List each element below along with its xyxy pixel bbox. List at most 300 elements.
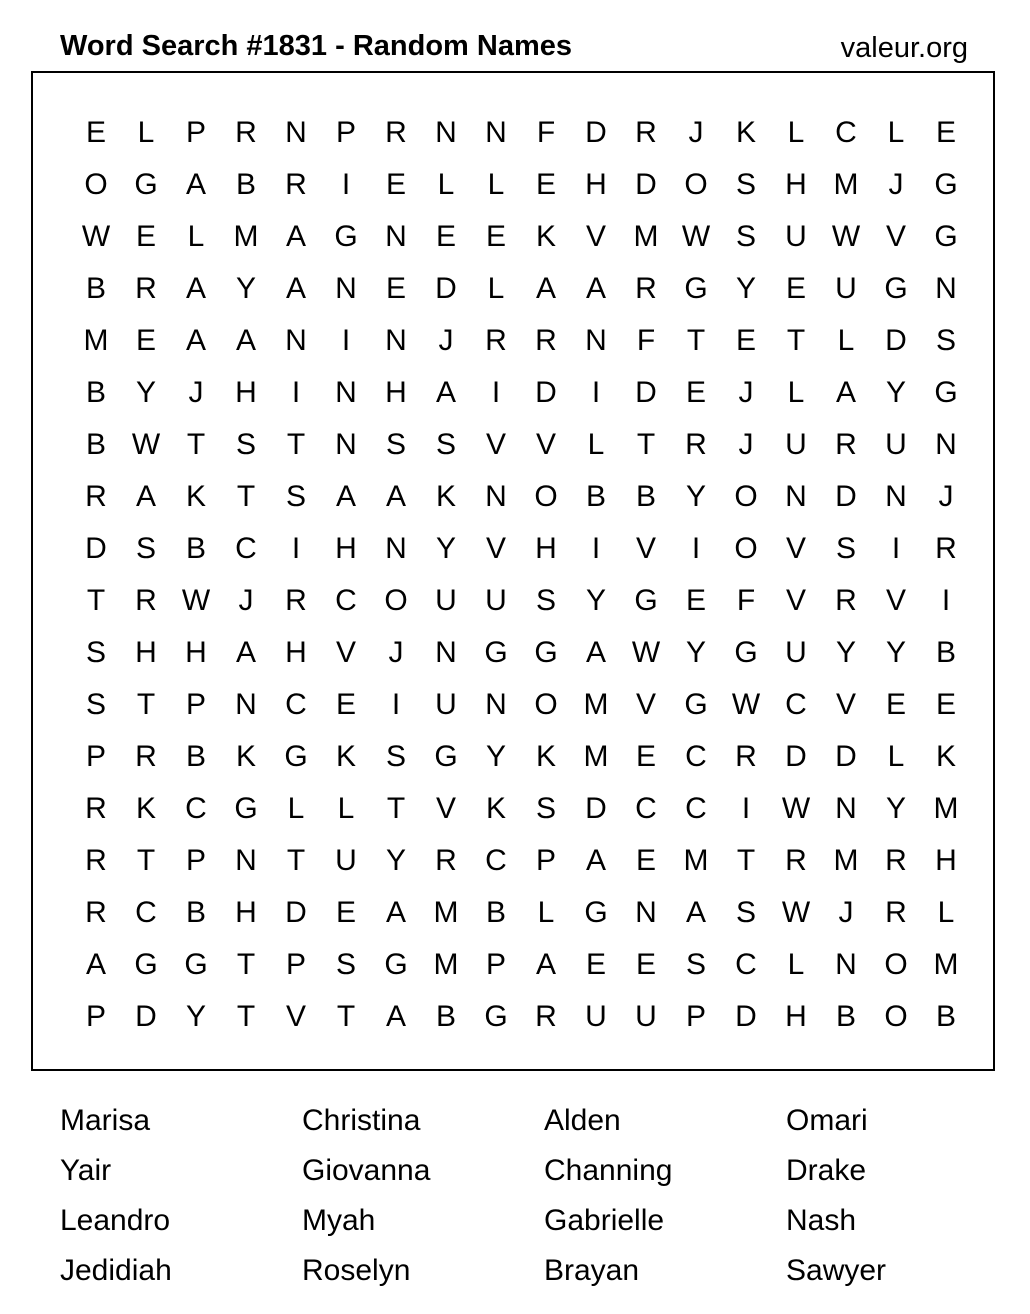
grid-letter: L <box>287 792 305 825</box>
grid-letter: Y <box>885 792 906 825</box>
grid-letter: G <box>934 168 958 201</box>
grid-letter: I <box>891 532 901 565</box>
grid-letter: V <box>335 636 356 669</box>
grid-letter: N <box>835 792 857 825</box>
grid-letter: J <box>838 896 854 929</box>
grid-letter: A <box>185 272 206 305</box>
grid-letter: L <box>187 220 205 253</box>
grid-letter: B <box>185 740 206 773</box>
letter-grid <box>71 107 971 1043</box>
grid-letter: E <box>635 740 656 773</box>
grid-letter: G <box>384 948 408 981</box>
grid-letter: E <box>635 948 656 981</box>
grid-letter: V <box>785 584 806 617</box>
grid-letter: H <box>935 844 957 877</box>
grid-letter: J <box>738 428 754 461</box>
grid-letter: S <box>935 324 956 357</box>
grid-letter: V <box>635 688 656 721</box>
grid-letter: P <box>185 116 206 149</box>
grid-letter: R <box>735 740 757 773</box>
grid-letter: Y <box>435 532 456 565</box>
word-list-item: Christina <box>302 1104 421 1137</box>
grid-letter: C <box>835 116 857 149</box>
grid-letter: J <box>388 636 404 669</box>
grid-letter: E <box>335 896 356 929</box>
grid-letter: A <box>185 168 206 201</box>
grid-letter: S <box>85 688 106 721</box>
grid-letter: C <box>335 584 357 617</box>
grid-letter: S <box>285 480 306 513</box>
grid-letter: Y <box>485 740 506 773</box>
grid-letter: Y <box>735 272 756 305</box>
grid-letter: A <box>535 948 556 981</box>
grid-letter: C <box>735 948 757 981</box>
grid-letter: G <box>434 740 458 773</box>
grid-letter: B <box>85 428 106 461</box>
grid-letter: N <box>485 480 507 513</box>
grid-letter: D <box>535 376 557 409</box>
grid-letter: B <box>185 532 206 565</box>
grid-letter: E <box>785 272 806 305</box>
grid-letter: U <box>435 584 457 617</box>
grid-letter: I <box>941 584 951 617</box>
grid-letter: L <box>937 896 955 929</box>
grid-letter: I <box>741 792 751 825</box>
grid-letter: G <box>734 636 758 669</box>
grid-letter: E <box>385 168 406 201</box>
grid-letter: I <box>691 532 701 565</box>
grid-letter: V <box>485 428 506 461</box>
grid-letter: G <box>934 376 958 409</box>
grid-letter: O <box>684 168 708 201</box>
grid-letter: V <box>285 1000 306 1033</box>
grid-letter: E <box>85 116 106 149</box>
grid-letter: R <box>135 272 157 305</box>
grid-letter: U <box>335 844 357 877</box>
grid-letter: N <box>835 948 857 981</box>
grid-letter: J <box>688 116 704 149</box>
grid-letter: E <box>385 272 406 305</box>
grid-letter: R <box>435 844 457 877</box>
grid-letter: V <box>585 220 606 253</box>
word-list-item: Jedidiah <box>60 1254 172 1287</box>
grid-letter: B <box>185 896 206 929</box>
grid-letter: U <box>785 220 807 253</box>
grid-letter: M <box>633 220 659 253</box>
grid-letter: U <box>585 1000 607 1033</box>
grid-letter: A <box>285 272 306 305</box>
word-list-item: Roselyn <box>302 1254 411 1287</box>
grid-letter: R <box>85 844 107 877</box>
site-name: valeur.org <box>840 32 968 64</box>
grid-letter: M <box>933 948 959 981</box>
grid-letter: Y <box>585 584 606 617</box>
grid-letter: T <box>736 844 756 877</box>
grid-letter: Y <box>885 636 906 669</box>
grid-letter: I <box>341 324 351 357</box>
grid-letter: M <box>583 688 609 721</box>
grid-letter: N <box>435 636 457 669</box>
grid-letter: O <box>534 480 558 513</box>
grid-letter: Y <box>685 636 706 669</box>
grid-letter: N <box>485 688 507 721</box>
grid-letter: T <box>136 844 156 877</box>
grid-letter: G <box>234 792 258 825</box>
grid-letter: A <box>685 896 706 929</box>
grid-letter: B <box>235 168 256 201</box>
grid-letter: V <box>535 428 556 461</box>
grid-letter: U <box>835 272 857 305</box>
grid-letter: M <box>433 896 459 929</box>
grid-letter: N <box>435 116 457 149</box>
grid-letter: A <box>235 324 256 357</box>
grid-letter: H <box>285 636 307 669</box>
grid-letter: T <box>236 480 256 513</box>
grid-letter: J <box>438 324 454 357</box>
grid-letter: O <box>884 1000 908 1033</box>
grid-letter: T <box>236 948 256 981</box>
grid-letter: C <box>285 688 307 721</box>
grid-letter: U <box>485 584 507 617</box>
grid-letter: K <box>535 220 556 253</box>
grid-letter: I <box>291 376 301 409</box>
grid-letter: B <box>635 480 656 513</box>
grid-letter: C <box>135 896 157 929</box>
grid-letter: V <box>485 532 506 565</box>
grid-letter: A <box>585 272 606 305</box>
grid-letter: L <box>837 324 855 357</box>
grid-letter: W <box>631 636 661 669</box>
grid-letter: U <box>635 1000 657 1033</box>
grid-letter: A <box>585 844 606 877</box>
grid-letter: W <box>731 688 761 721</box>
grid-letter: T <box>236 1000 256 1033</box>
grid-letter: R <box>285 168 307 201</box>
grid-letter: M <box>433 948 459 981</box>
grid-letter: H <box>385 376 407 409</box>
grid-letter: L <box>587 428 605 461</box>
grid-letter: P <box>335 116 356 149</box>
word-list-item: Sawyer <box>786 1254 887 1287</box>
grid-letter: S <box>735 220 756 253</box>
grid-letter: B <box>85 376 106 409</box>
grid-letter: E <box>585 948 606 981</box>
word-list-item: Drake <box>786 1154 867 1187</box>
grid-letter: H <box>235 896 257 929</box>
grid-letter: D <box>585 792 607 825</box>
grid-letter: D <box>635 168 657 201</box>
grid-letter: V <box>435 792 456 825</box>
grid-letter: R <box>835 428 857 461</box>
grid-letter: A <box>435 376 456 409</box>
grid-letter: A <box>85 948 106 981</box>
grid-letter: E <box>735 324 756 357</box>
grid-letter: P <box>685 1000 706 1033</box>
grid-letter: I <box>491 376 501 409</box>
grid-letter: D <box>435 272 457 305</box>
grid-letter: V <box>885 584 906 617</box>
grid-letter: D <box>785 740 807 773</box>
grid-letter: D <box>835 480 857 513</box>
grid-letter: O <box>734 532 758 565</box>
grid-letter: E <box>635 844 656 877</box>
grid-letter: I <box>591 532 601 565</box>
grid-letter: R <box>85 896 107 929</box>
grid-letter: W <box>181 584 211 617</box>
grid-letter: B <box>935 1000 956 1033</box>
grid-letter: S <box>735 168 756 201</box>
grid-letter: R <box>935 532 957 565</box>
grid-letter: R <box>785 844 807 877</box>
grid-letter: W <box>781 896 811 929</box>
grid-letter: B <box>585 480 606 513</box>
grid-letter: R <box>385 116 407 149</box>
grid-letter: K <box>235 740 256 773</box>
grid-letter: L <box>487 272 505 305</box>
grid-letter: G <box>134 168 158 201</box>
grid-letter: W <box>681 220 711 253</box>
grid-letter: N <box>335 272 357 305</box>
grid-letter: K <box>935 740 956 773</box>
grid-letter: R <box>885 844 907 877</box>
page-title: Word Search #1831 - Random Names <box>60 30 572 62</box>
grid-letter: N <box>235 844 257 877</box>
grid-letter: H <box>235 376 257 409</box>
grid-letter: N <box>385 220 407 253</box>
grid-letter: Y <box>135 376 156 409</box>
grid-letter: E <box>485 220 506 253</box>
grid-letter: S <box>135 532 156 565</box>
grid-letter: O <box>734 480 758 513</box>
grid-letter: W <box>131 428 161 461</box>
grid-letter: R <box>285 584 307 617</box>
grid-letter: K <box>335 740 356 773</box>
grid-letter: N <box>235 688 257 721</box>
grid-letter: E <box>135 220 156 253</box>
grid-letter: N <box>385 324 407 357</box>
grid-letter: E <box>685 584 706 617</box>
grid-letter: U <box>785 428 807 461</box>
grid-letter: E <box>135 324 156 357</box>
grid-letter: G <box>684 272 708 305</box>
grid-letter: B <box>85 272 106 305</box>
grid-letter: G <box>534 636 558 669</box>
grid-letter: K <box>185 480 206 513</box>
grid-letter: N <box>335 428 357 461</box>
grid-letter: M <box>583 740 609 773</box>
grid-letter: T <box>186 428 206 461</box>
grid-letter: A <box>585 636 606 669</box>
grid-letter: S <box>835 532 856 565</box>
grid-letter: D <box>835 740 857 773</box>
grid-letter: J <box>888 168 904 201</box>
grid-letter: T <box>86 584 106 617</box>
grid-letter: T <box>286 428 306 461</box>
grid-letter: H <box>785 1000 807 1033</box>
word-list-item: Gabrielle <box>544 1204 665 1237</box>
grid-letter: P <box>185 688 206 721</box>
grid-letter: I <box>341 168 351 201</box>
grid-letter: L <box>887 116 905 149</box>
grid-letter: G <box>884 272 908 305</box>
grid-letter: N <box>485 116 507 149</box>
grid-letter: A <box>335 480 356 513</box>
word-list-item: Leandro <box>60 1204 171 1237</box>
grid-letter: I <box>591 376 601 409</box>
grid-letter: N <box>885 480 907 513</box>
grid-letter: Y <box>235 272 256 305</box>
grid-letter: G <box>684 688 708 721</box>
grid-letter: Y <box>685 480 706 513</box>
grid-letter: A <box>835 376 856 409</box>
grid-letter: E <box>335 688 356 721</box>
grid-letter: A <box>135 480 156 513</box>
grid-letter: F <box>636 324 656 357</box>
grid-letter: E <box>435 220 456 253</box>
grid-letter: N <box>935 272 957 305</box>
grid-letter: R <box>235 116 257 149</box>
grid-letter: P <box>85 740 106 773</box>
grid-letter: K <box>485 792 506 825</box>
grid-letter: E <box>935 116 956 149</box>
grid-letter: I <box>391 688 401 721</box>
grid-letter: E <box>935 688 956 721</box>
grid-letter: B <box>935 636 956 669</box>
word-list-item: Nash <box>786 1204 857 1237</box>
grid-letter: S <box>85 636 106 669</box>
grid-letter: H <box>135 636 157 669</box>
grid-letter: S <box>435 428 456 461</box>
grid-letter: G <box>484 1000 508 1033</box>
grid-letter: D <box>85 532 107 565</box>
grid-letter: A <box>385 896 406 929</box>
grid-letter: U <box>885 428 907 461</box>
grid-letter: A <box>535 272 556 305</box>
grid-letter: G <box>584 896 608 929</box>
grid-letter: E <box>685 376 706 409</box>
grid-letter: M <box>83 324 109 357</box>
grid-letter: P <box>85 1000 106 1033</box>
puzzle-box <box>31 71 995 1071</box>
grid-letter: O <box>884 948 908 981</box>
grid-letter: S <box>335 948 356 981</box>
grid-letter: J <box>188 376 204 409</box>
grid-letter: M <box>833 168 859 201</box>
grid-letter: S <box>735 896 756 929</box>
grid-letter: J <box>938 480 954 513</box>
grid-letter: F <box>736 584 756 617</box>
grid-letter: E <box>535 168 556 201</box>
grid-letter: B <box>835 1000 856 1033</box>
grid-letter: B <box>435 1000 456 1033</box>
grid-letter: D <box>285 896 307 929</box>
grid-letter: R <box>135 584 157 617</box>
grid-letter: S <box>235 428 256 461</box>
grid-letter: D <box>885 324 907 357</box>
grid-letter: L <box>787 948 805 981</box>
grid-letter: S <box>385 740 406 773</box>
grid-letter: S <box>685 948 706 981</box>
grid-letter: G <box>484 636 508 669</box>
grid-letter: L <box>437 168 455 201</box>
grid-letter: H <box>585 168 607 201</box>
grid-letter: L <box>787 116 805 149</box>
word-list-item: Omari <box>786 1104 868 1137</box>
grid-letter: L <box>137 116 155 149</box>
grid-letter: L <box>487 168 505 201</box>
grid-letter: G <box>184 948 208 981</box>
grid-letter: D <box>135 1000 157 1033</box>
grid-letter: L <box>537 896 555 929</box>
grid-letter: H <box>335 532 357 565</box>
grid-letter: K <box>435 480 456 513</box>
grid-letter: N <box>585 324 607 357</box>
grid-letter: A <box>285 220 306 253</box>
grid-letter: M <box>683 844 709 877</box>
grid-letter: K <box>535 740 556 773</box>
grid-letter: A <box>385 1000 406 1033</box>
grid-letter: P <box>185 844 206 877</box>
grid-letter: U <box>785 636 807 669</box>
grid-letter: N <box>785 480 807 513</box>
grid-letter: L <box>787 376 805 409</box>
grid-letter: N <box>635 896 657 929</box>
grid-letter: T <box>686 324 706 357</box>
grid-letter: O <box>84 168 108 201</box>
grid-letter: G <box>934 220 958 253</box>
grid-letter: R <box>485 324 507 357</box>
grid-letter: R <box>635 272 657 305</box>
word-list-item: Myah <box>302 1204 376 1237</box>
grid-letter: G <box>134 948 158 981</box>
grid-letter: R <box>535 324 557 357</box>
grid-letter: V <box>885 220 906 253</box>
grid-letter: U <box>435 688 457 721</box>
grid-letter: T <box>786 324 806 357</box>
grid-letter: C <box>485 844 507 877</box>
grid-letter: O <box>534 688 558 721</box>
grid-letter: K <box>735 116 756 149</box>
grid-letter: C <box>185 792 207 825</box>
grid-letter: T <box>636 428 656 461</box>
grid-letter: V <box>635 532 656 565</box>
grid-letter: Y <box>185 1000 206 1033</box>
word-list <box>60 1096 1028 1296</box>
grid-letter: T <box>386 792 406 825</box>
grid-letter: C <box>235 532 257 565</box>
grid-letter: L <box>337 792 355 825</box>
word-list-item: Channing <box>544 1154 673 1187</box>
grid-letter: G <box>284 740 308 773</box>
grid-letter: M <box>933 792 959 825</box>
grid-letter: P <box>285 948 306 981</box>
word-list-item: Marisa <box>60 1104 151 1137</box>
grid-letter: V <box>835 688 856 721</box>
grid-letter: O <box>384 584 408 617</box>
grid-letter: C <box>685 792 707 825</box>
word-list-item: Brayan <box>544 1254 640 1287</box>
grid-letter: R <box>885 896 907 929</box>
grid-letter: W <box>81 220 111 253</box>
grid-letter: H <box>185 636 207 669</box>
grid-letter: R <box>85 480 107 513</box>
grid-letter: R <box>135 740 157 773</box>
grid-letter: Y <box>835 636 856 669</box>
grid-letter: K <box>135 792 156 825</box>
grid-letter: L <box>887 740 905 773</box>
grid-letter: C <box>635 792 657 825</box>
grid-letter: H <box>785 168 807 201</box>
